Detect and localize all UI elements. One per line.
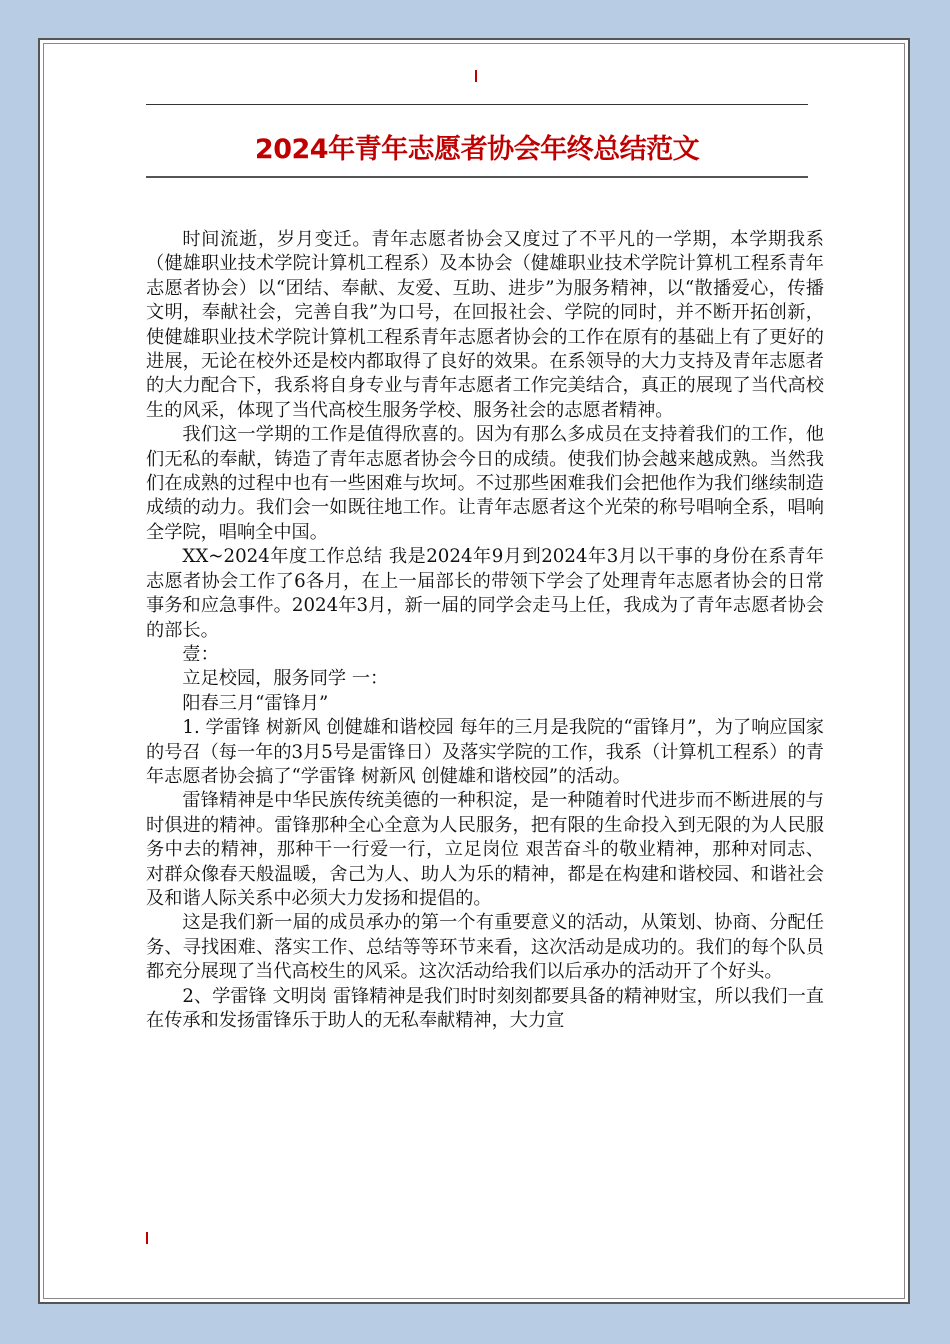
document-page [38,38,910,1304]
section-subheading-march: 阳春三月“雷锋月” [182,692,329,714]
section-subheading: 立足校园，服务同学 一： [182,668,389,690]
paragraph-annual-summary: XX~2024年度工作总结 我是2024年9月到2024年3月以干事的身份在系青年志愿者协会工作了6各月，在上一届部长的带领下学会了处理青年志愿者协会的日常事务和应急事件。2024年3月，新一届的同学会走马上任，我成为了青年志愿者协会的部长。 [146,546,824,641]
document-title: 2024年青年志愿者协会年终总结范文 [254,134,700,165]
title-rule [146,176,808,178]
paragraph-leifeng-spirit: 雷锋精神是中华民族传统美德的一种积淀，是一种随着时代进步而不断进展的与时俱进的精神。雷锋那种全心全意为人民服务，把有限的生命投入到无限的为人民服务中去的精神，那种干一行爱一行，立足岗位 艰苦奋斗的敬业精神，那种对同志、对群众像春天般温暖，舍己为人、助人为乐的精神，都是在构建和谐校园、和谐社会及和谐人际关系中必须大力发扬和提倡的。 [146,790,824,909]
paragraph-item-1: 1. 学雷锋 树新风 创健雄和谐校园 每年的三月是我院的“雷锋月”，为了响应国家的号召（每一年的3月5号是雷锋日）及落实学院的工作，我系（计算机工程系）的青年志愿者协会搞了“学雷锋 树新风 创健雄和谐校园”的活动。 [146,717,824,787]
footer-mark [146,1232,148,1244]
paragraph-item-2: 2、学雷锋 文明岗 雷锋精神是我们时时刻刻都要具备的精神财宝，所以我们一直在传承和发扬雷锋乐于助人的无私奉献精神，大力宣 [146,985,824,1031]
paragraph-work: 我们这一学期的工作是值得欣喜的。因为有那么多成员在支持着我们的工作，他们无私的奉献，铸造了青年志愿者协会今日的成绩。使我们协会越来越成熟。当然我们在成熟的过程中也有一些困难与坎坷。不过那些困难我们会把他作为我们继续制造成绩的动力。我们会一如既往地工作。让青年志愿者这个光荣的称号唱响全系，唱响全学院，唱响全中国。 [146,424,824,543]
paragraph-intro: 时间流逝，岁月变迁。青年志愿者协会又度过了不平凡的一学期，本学期我系（健雄职业技术学院计算机工程系）及本协会（健雄职业技术学院计算机工程系青年志愿者协会）以“团结、奉献、友爱、互助、进步”为服务精神，以“散播爱心，传播文明，奉献社会，完善自我”为口号，在回报社会、学院的同时，并不断开拓创新，使健雄职业技术学院计算机工程系青年志愿者协会的工作在原有的基础上有了更好的进展，无论在校外还是校内都取得了良好的效果。在系领导的大力支持及青年志愿者的大力配合下，我系将自身专业与青年志愿者工作完美结合，真正的展现了当代高校生的风采，体现了当代高校生服务学校、服务社会的志愿者精神。 [146,229,824,421]
section-heading-one: 壹： [182,643,219,665]
header-mark [475,70,477,82]
paragraph-activity-review: 这是我们新一届的成员承办的第一个有重要意义的活动，从策划、协商、分配任务、寻找困难、落实工作、总结等等环节来看，这次活动是成功的。我们的每个队员都充分展现了当代高校生的风采。这次活动给我们以后承办的活动开了个好头。 [146,912,824,983]
header-rule [146,104,808,105]
document-body [146,228,824,1033]
